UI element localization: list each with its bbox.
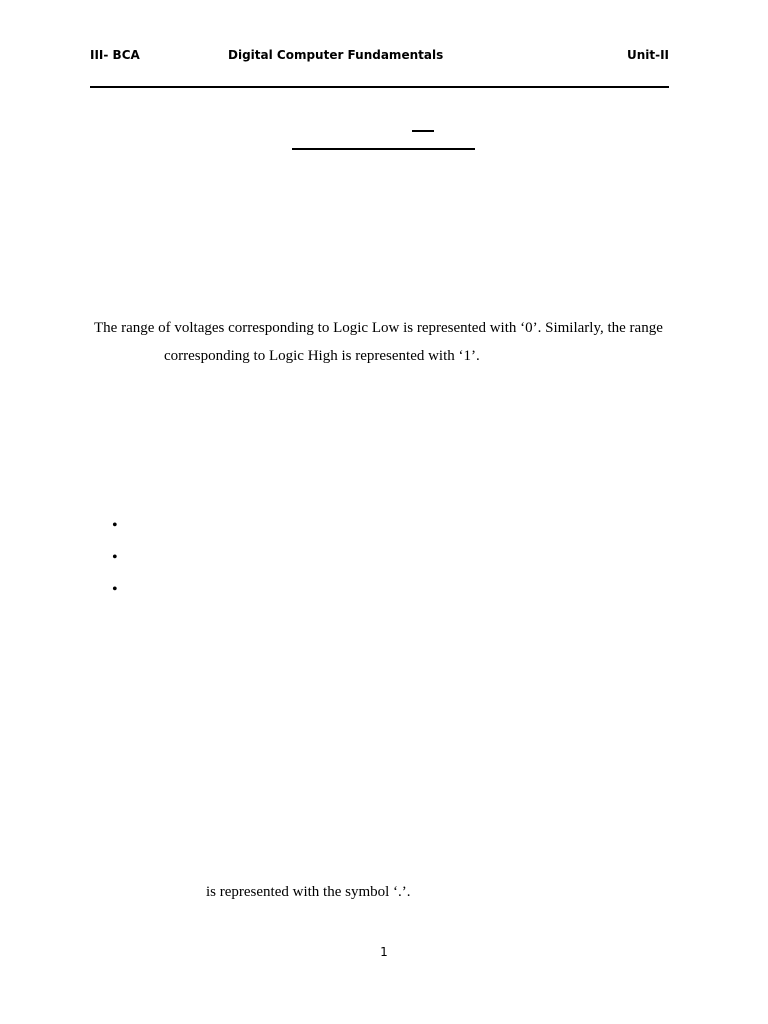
paragraph-line-1: The range of voltages corresponding to Logic Low is represented with ‘0’. Similarly, the range xyxy=(94,320,663,336)
header-course: III- BCA xyxy=(90,48,140,62)
page-number: 1 xyxy=(380,945,388,959)
bullet-icon: • xyxy=(112,581,118,598)
bullet-icon: • xyxy=(112,549,118,566)
header-unit: Unit-II xyxy=(626,48,669,62)
bullet-icon: • xyxy=(112,517,118,534)
header-subject: Digital Computer Fundamentals xyxy=(228,48,444,62)
list-item xyxy=(112,580,120,612)
title-dash-mark xyxy=(412,130,434,132)
title-underline xyxy=(292,148,475,150)
bullet-list xyxy=(112,516,120,612)
paragraph-line-2: corresponding to Logic High is represented with ‘1’. xyxy=(164,348,480,364)
header-divider xyxy=(90,86,669,88)
list-item xyxy=(112,548,120,580)
list-item xyxy=(112,516,120,548)
symbol-text-line: is represented with the symbol ‘.’. xyxy=(206,884,411,900)
